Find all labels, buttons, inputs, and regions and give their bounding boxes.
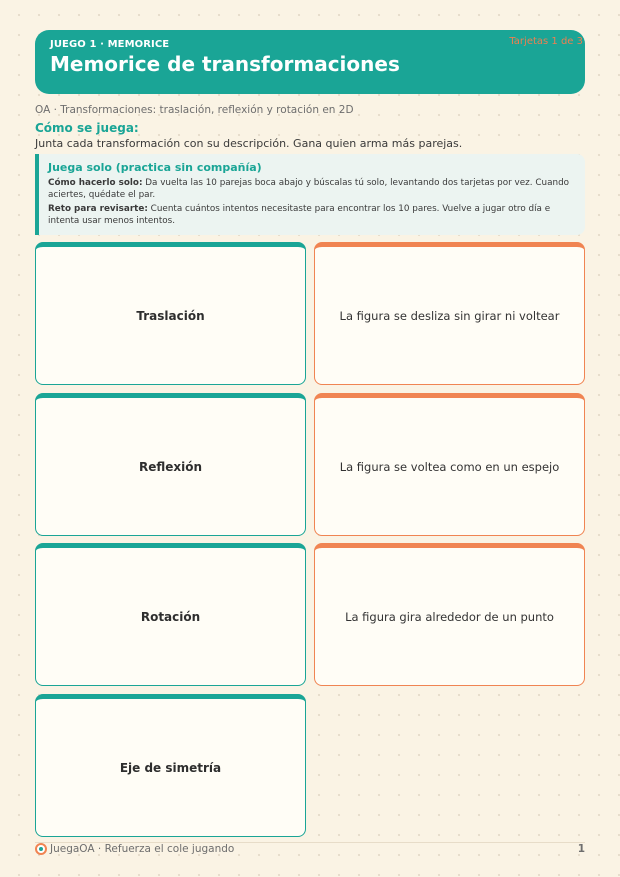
- card-set-counter: Tarjetas 1 de 3: [509, 36, 583, 47]
- card-term-traslacion: [35, 242, 306, 385]
- solo-how-label: Cómo hacerlo solo:: [48, 178, 143, 188]
- juegaoa-logo-icon: [35, 843, 47, 855]
- card-term-text: Rotación: [140, 609, 201, 624]
- solo-play-title: Juega solo (practica sin compañía): [48, 161, 262, 174]
- card-def-text: La figura gira alrededor de un punto: [345, 609, 554, 624]
- page-title: Memorice de transformaciones: [50, 52, 400, 76]
- solo-challenge-paragraph: [48, 203, 575, 227]
- card-term-text: Reflexión: [138, 459, 203, 474]
- card-def-text: La figura se desliza sin girar ni voltear: [339, 308, 560, 323]
- card-def-rotacion: [314, 543, 585, 686]
- card-term-reflexion: [35, 393, 306, 536]
- page-number: 1: [577, 843, 585, 855]
- card-term-text: Eje de simetría: [119, 760, 222, 775]
- card-term-rotacion: [35, 543, 306, 686]
- card-def-text: La figura se voltea como en un espejo: [339, 459, 560, 474]
- footer-brand: JuegaOA · Refuerza el cole jugando: [50, 843, 235, 855]
- card-term-text: Traslación: [136, 308, 205, 323]
- page-header: [35, 30, 585, 94]
- solo-challenge-text: Cuenta cuántos intentos necesitaste para encontrar los 10 pares. Vuelve a jugar otro día e intenta usar menos intentos.: [48, 204, 551, 226]
- solo-how-paragraph: [48, 177, 575, 201]
- game-label: JUEGO 1 · MEMORICE: [50, 39, 170, 50]
- solo-how-text: Da vuelta las 10 parejas boca abajo y búscalas tú solo, levantando dos tarjetas por vez. Cuando aciertes, quédate el par.: [48, 178, 570, 200]
- how-to-play-title: Cómo se juega:: [35, 121, 139, 135]
- card-term-eje-de-simetria: [35, 694, 306, 837]
- card-def-reflexion: [314, 393, 585, 536]
- card-def-traslacion: [314, 242, 585, 385]
- solo-challenge-label: Reto para revisarte:: [48, 204, 148, 214]
- how-to-play-text: Junta cada transformación con su descripción. Gana quien arma más parejas.: [35, 137, 463, 150]
- solo-play-box: [35, 154, 585, 235]
- learning-objective: OA · Transformaciones: traslación, reflexión y rotación en 2D: [35, 104, 354, 116]
